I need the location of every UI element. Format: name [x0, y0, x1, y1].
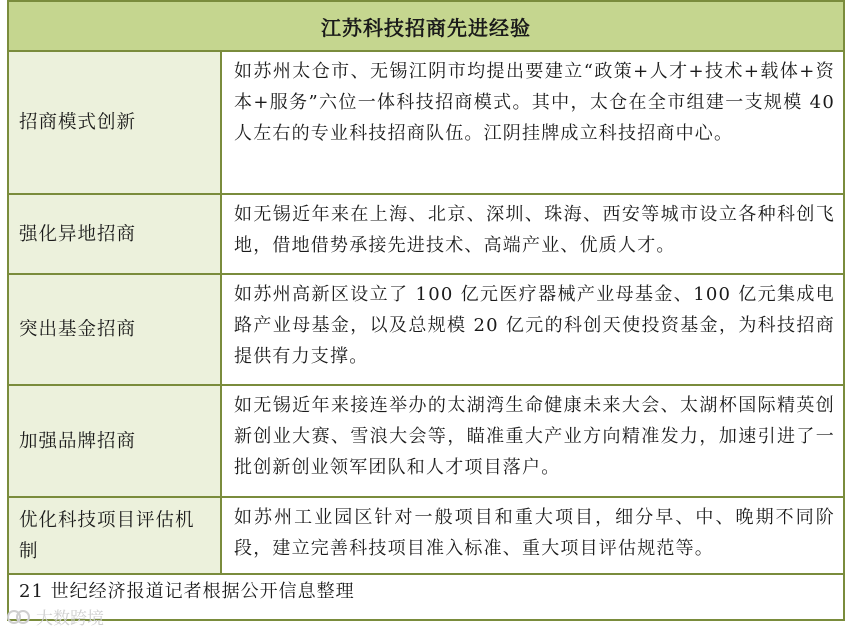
row-label: 强化异地招商	[8, 194, 221, 274]
table-row	[8, 385, 844, 497]
source-note: 21 世纪经济报道记者根据公开信息整理	[8, 574, 844, 620]
watermark-text: 大数跨境	[36, 609, 104, 629]
row-content: 如苏州太仓市、无锡江阴市均提出要建立“政策+人才+技术+载体+资本+服务”六位一体科技招商模式。其中，太仓在全市组建一支规模 40 人左右的专业科技招商队伍。江阴挂牌成立科技招商中心。	[221, 51, 844, 194]
source-row	[8, 574, 844, 620]
table-row	[8, 51, 844, 194]
logo-mark-icon	[6, 607, 32, 627]
row-label: 加强品牌招商	[8, 385, 221, 497]
row-label: 招商模式创新	[8, 51, 221, 194]
table-title: 江苏科技招商先进经验	[8, 1, 844, 51]
table-row	[8, 497, 844, 574]
row-label: 优化科技项目评估机制	[8, 497, 221, 574]
watermark	[6, 604, 104, 629]
row-content: 如苏州高新区设立了 100 亿元医疗器械产业母基金、100 亿元集成电路产业母基金，以及总规模 20 亿元的科创天使投资基金，为科技招商提供有力支撑。	[221, 274, 844, 385]
table-row	[8, 194, 844, 274]
row-content: 如无锡近年来在上海、北京、深圳、珠海、西安等城市设立各种科创飞地，借地借势承接先进技术、高端产业、优质人才。	[221, 194, 844, 274]
table-header-row	[8, 1, 844, 51]
experience-table	[7, 0, 845, 621]
row-label: 突出基金招商	[8, 274, 221, 385]
row-content: 如无锡近年来接连举办的太湖湾生命健康未来大会、太湖杯国际精英创新创业大赛、雪浪大会等，瞄准重大产业方向精准发力，加速引进了一批创新创业领军团队和人才项目落户。	[221, 385, 844, 497]
row-content: 如苏州工业园区针对一般项目和重大项目，细分早、中、晚期不同阶段，建立完善科技项目准入标准、重大项目评估规范等。	[221, 497, 844, 574]
table-row	[8, 274, 844, 385]
